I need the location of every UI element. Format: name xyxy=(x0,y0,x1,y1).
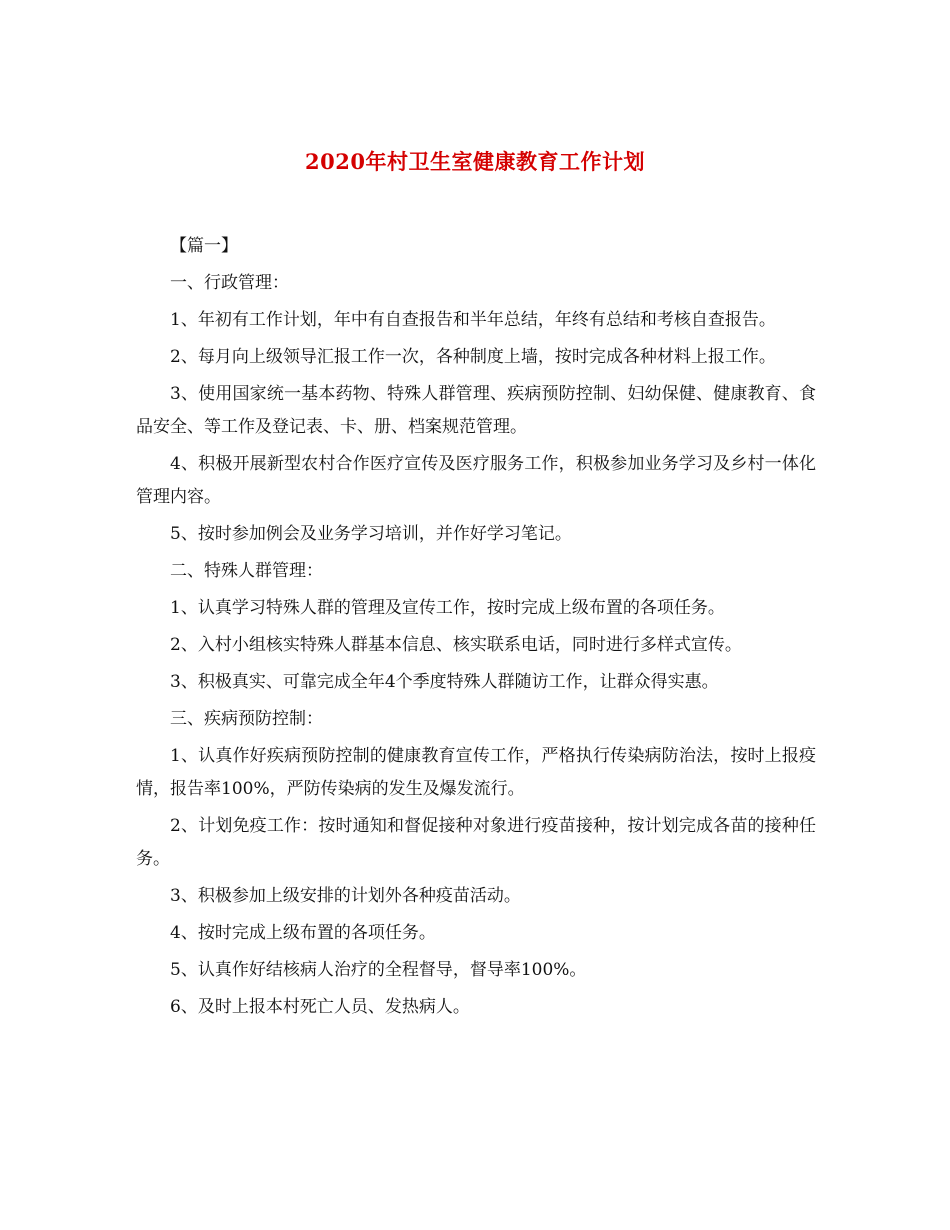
paragraph: 3、使用国家统一基本药物、特殊人群管理、疾病预防控制、妇幼保健、健康教育、食品安全、等工作及登记表、卡、册、档案规范管理。 xyxy=(136,384,816,437)
paragraph: 4、按时完成上级布置的各项任务。 xyxy=(170,923,436,943)
paragraph: 3、积极参加上级安排的计划外各种疫苗活动。 xyxy=(170,886,521,906)
section-heading: 一、行政管理： xyxy=(170,273,289,293)
paragraph: 5、按时参加例会及业务学习培训，并作好学习笔记。 xyxy=(170,524,572,544)
page-title: 2020年村卫生室健康教育工作计划 xyxy=(305,149,645,174)
paragraph: 2、入村小组核实特殊人群基本信息、核实联系电话，同时进行多样式宣传。 xyxy=(170,635,742,655)
paragraph: 4、积极开展新型农村合作医疗宣传及医疗服务工作，积极参加业务学习及乡村一体化管理内容。 xyxy=(136,454,816,507)
paragraph: 5、认真作好结核病人治疗的全程督导，督导率100%。 xyxy=(170,960,587,980)
section-heading: 三、疾病预防控制： xyxy=(170,709,323,729)
paragraph: 2、计划免疫工作：按时通知和督促接种对象进行疫苗接种，按计划完成各苗的接种任务。 xyxy=(136,816,816,869)
paragraph: 1、认真作好疾病预防控制的健康教育宣传工作，严格执行传染病防治法，按时上报疫情，报告率100%，严防传染病的发生及爆发流行。 xyxy=(136,746,816,799)
section-marker: 【篇一】 xyxy=(170,236,238,256)
section-heading: 二、特殊人群管理： xyxy=(170,561,323,581)
paragraph: 1、认真学习特殊人群的管理及宣传工作，按时完成上级布置的各项任务。 xyxy=(170,598,725,618)
paragraph: 2、每月向上级领导汇报工作一次，各种制度上墙，按时完成各种材料上报工作。 xyxy=(170,347,776,367)
document-body xyxy=(136,230,816,1024)
paragraph: 3、积极真实、可靠完成全年4个季度特殊人群随访工作，让群众得实惠。 xyxy=(170,672,719,692)
paragraph: 6、及时上报本村死亡人员、发热病人。 xyxy=(170,997,470,1017)
paragraph: 1、年初有工作计划，年中有自查报告和半年总结，年终有总结和考核自查报告。 xyxy=(170,310,776,330)
